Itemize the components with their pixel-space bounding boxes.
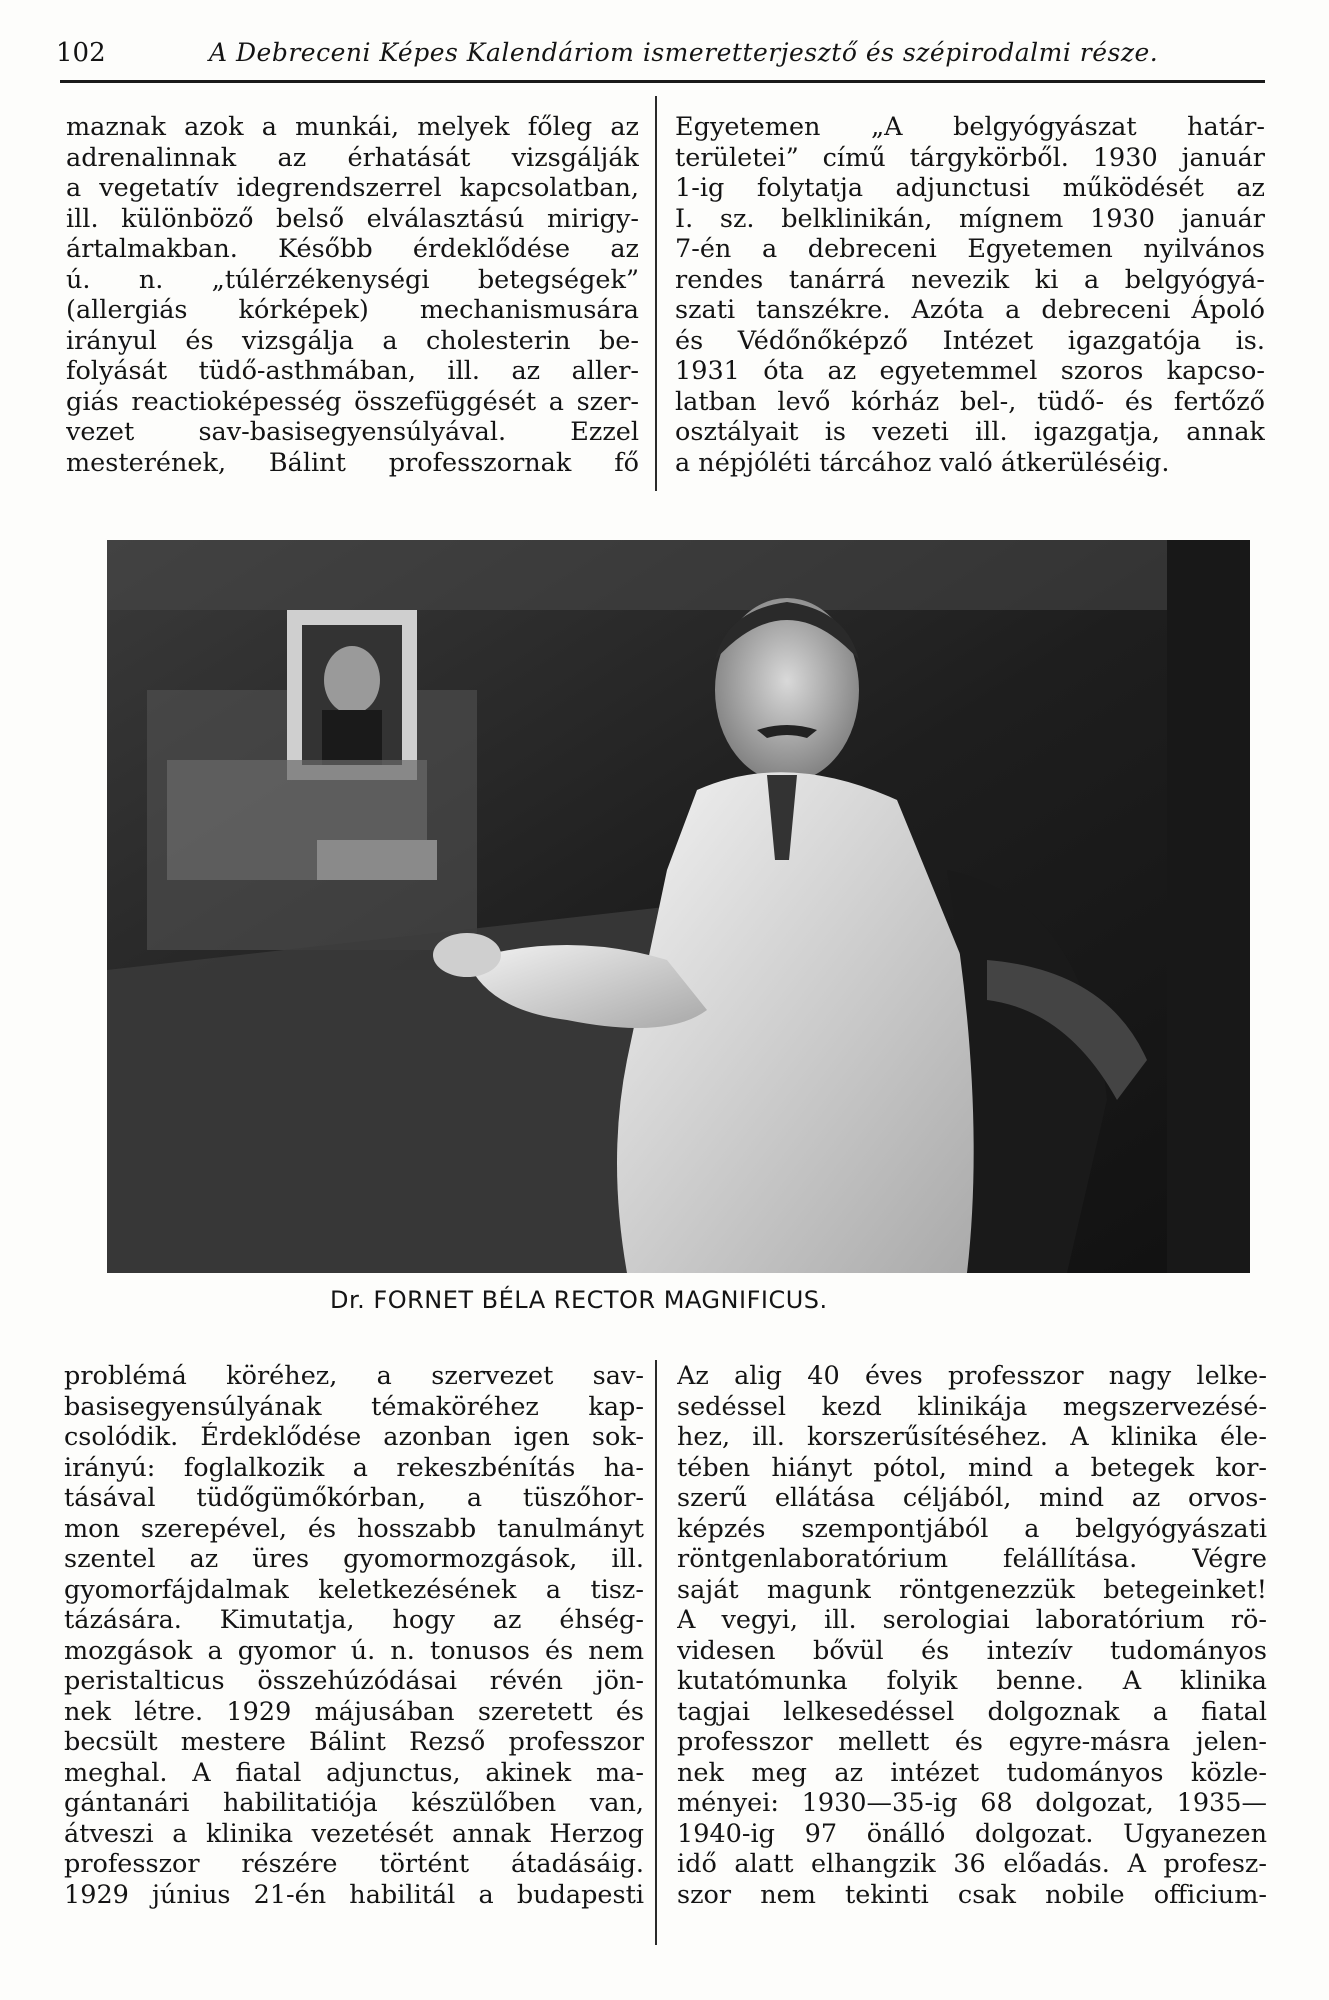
text-line: kutatómunka folyik benne. A klinika	[677, 1666, 1267, 1696]
text-line: szor nem tekinti csak nobile officium-	[677, 1879, 1267, 1910]
bottom-right-column	[677, 1361, 1267, 1910]
text-line: professzor részére történt átadásáig.	[64, 1849, 644, 1879]
column-divider-top	[655, 96, 657, 491]
text-line: ill. különböző belső elválasztású mirigy-	[66, 203, 639, 234]
text-line: csolódik. Érdeklődése azonban igen sok-	[64, 1422, 644, 1452]
text-line: ártalmakban. Később érdeklődése az	[66, 234, 639, 264]
text-line: saját magunk röntgenezzük betegeinket!	[677, 1574, 1267, 1605]
bottom-left-column	[64, 1361, 644, 1910]
text-line: gántanári habilitatiója készülőben van,	[64, 1788, 644, 1818]
header-rule	[60, 80, 1265, 83]
text-line: 1940-ig 97 önálló dolgozat. Ugyanezen	[677, 1818, 1267, 1849]
text-line: mon szerepével, és hosszabb tanulmányt	[64, 1513, 644, 1544]
text-line: nek meg az intézet tudományos közle-	[677, 1757, 1267, 1788]
top-left-column	[66, 112, 639, 478]
text-line: meghal. A fiatal adjunctus, akinek ma-	[64, 1757, 644, 1788]
text-line: gyomorfájdalmak keletkezésének a tisz-	[64, 1574, 644, 1605]
text-line: 1931 óta az egyetemmel szoros kapcso-	[675, 356, 1265, 386]
text-line: adrenalinnak az érhatását vizsgálják	[66, 142, 639, 173]
text-line: tében hiányt pótol, mind a betegek kor-	[677, 1452, 1267, 1483]
text-line: vezet sav-basisegyensúlyával. Ezzel	[66, 417, 639, 447]
text-line: videsen bővül és intezív tudományos	[677, 1635, 1267, 1666]
text-line: mesterének, Bálint professzornak fő	[66, 447, 639, 478]
portrait-illustration	[107, 540, 1250, 1273]
text-line: tásával tüdőgümőkórban, a tüszőhor-	[64, 1483, 644, 1513]
text-line: a népjóléti tárcához való átkerüléséig.	[675, 447, 1170, 478]
text-line: (allergiás kórképek) mechanismusára	[66, 295, 639, 325]
text-line: 1929 június 21-én habilitál a budapesti	[64, 1879, 644, 1910]
text-line: szentel az üres gyomormozgások, ill.	[64, 1544, 644, 1574]
text-line: ményei: 1930—35-ig 68 dolgozat, 1935—	[677, 1788, 1267, 1818]
text-line: területei” című tárgykörből. 1930 január	[675, 142, 1265, 173]
text-line: nek létre. 1929 májusában szeretett és	[64, 1696, 644, 1727]
top-right-column	[675, 112, 1265, 478]
text-line: sedéssel kezd klinikája megszervezésé-	[677, 1391, 1267, 1422]
text-line: I. sz. belklinikán, mígnem 1930 január	[675, 203, 1265, 234]
text-line: rendes tanárrá nevezik ki a belgyógyá-	[675, 264, 1265, 295]
text-line: folyását tüdő-asthmában, ill. az aller-	[66, 356, 639, 386]
text-line: Egyetemen „A belgyógyászat határ-	[675, 112, 1265, 142]
text-line: és Védőnőképző Intézet igazgatója is.	[675, 325, 1265, 356]
column-divider-bottom	[655, 1360, 657, 1945]
photo-caption: Dr. FORNET BÉLA RECTOR MAGNIFICUS.	[330, 1286, 828, 1314]
text-line: 1-ig folytatja adjunctusi működését az	[675, 173, 1265, 203]
text-line: latban levő kórház bel-, tüdő- és fertőző	[675, 386, 1265, 417]
running-title: A Debreceni Képes Kalendáriom ismeretterjesztő és szépirodalmi része.	[209, 38, 1159, 67]
text-line: ú. n. „túlérzékenységi betegségek”	[66, 264, 639, 295]
text-line: irányul és vizsgálja a cholesterin be-	[66, 325, 639, 356]
text-line: mozgások a gyomor ú. n. tonusos és nem	[64, 1635, 644, 1666]
page-header	[56, 38, 1261, 78]
portrait-photo	[107, 540, 1250, 1273]
text-line: tázására. Kimutatja, hogy az éhség-	[64, 1605, 644, 1635]
text-line: professzor mellett és egyre-másra jelen-	[677, 1727, 1267, 1757]
text-line: 7-én a debreceni Egyetemen nyilvános	[675, 234, 1265, 264]
text-line: Az alig 40 éves professzor nagy lelke-	[677, 1361, 1267, 1391]
text-line: basisegyensúlyának témaköréhez kap-	[64, 1391, 644, 1422]
text-line: maznak azok a munkái, melyek főleg az	[66, 112, 639, 142]
text-line: szerű ellátása céljából, mind az orvos-	[677, 1483, 1267, 1513]
text-line: problémá köréhez, a szervezet sav-	[64, 1361, 644, 1391]
text-line: becsült mestere Bálint Rezső professzor	[64, 1727, 644, 1757]
text-line: a vegetatív idegrendszerrel kapcsolatban,	[66, 173, 639, 203]
text-line: szati tanszékre. Azóta a debreceni Ápoló	[675, 295, 1265, 325]
text-line: idő alatt elhangzik 36 előadás. A profesz-	[677, 1849, 1267, 1879]
text-line: peristalticus összehúzódásai révén jön-	[64, 1666, 644, 1696]
text-line: képzés szempontjából a belgyógyászati	[677, 1513, 1267, 1544]
text-line: tagjai lelkesedéssel dolgoznak a fiatal	[677, 1696, 1267, 1727]
text-line: A vegyi, ill. serologiai laboratórium rö-	[677, 1605, 1267, 1635]
text-line: röntgenlaboratórium felállítása. Végre	[677, 1544, 1267, 1574]
text-line: giás reactioképesség összefüggését a szer-	[66, 386, 639, 417]
text-line: osztályait is vezeti ill. igazgatja, annak	[675, 417, 1265, 447]
text-line: hez, ill. korszerűsítéséhez. A klinika éle-	[677, 1422, 1267, 1452]
page-number: 102	[56, 38, 106, 68]
text-line: irányú: foglalkozik a rekeszbénítás ha-	[64, 1452, 644, 1483]
text-line: átveszi a klinika vezetését annak Herzog	[64, 1818, 644, 1849]
